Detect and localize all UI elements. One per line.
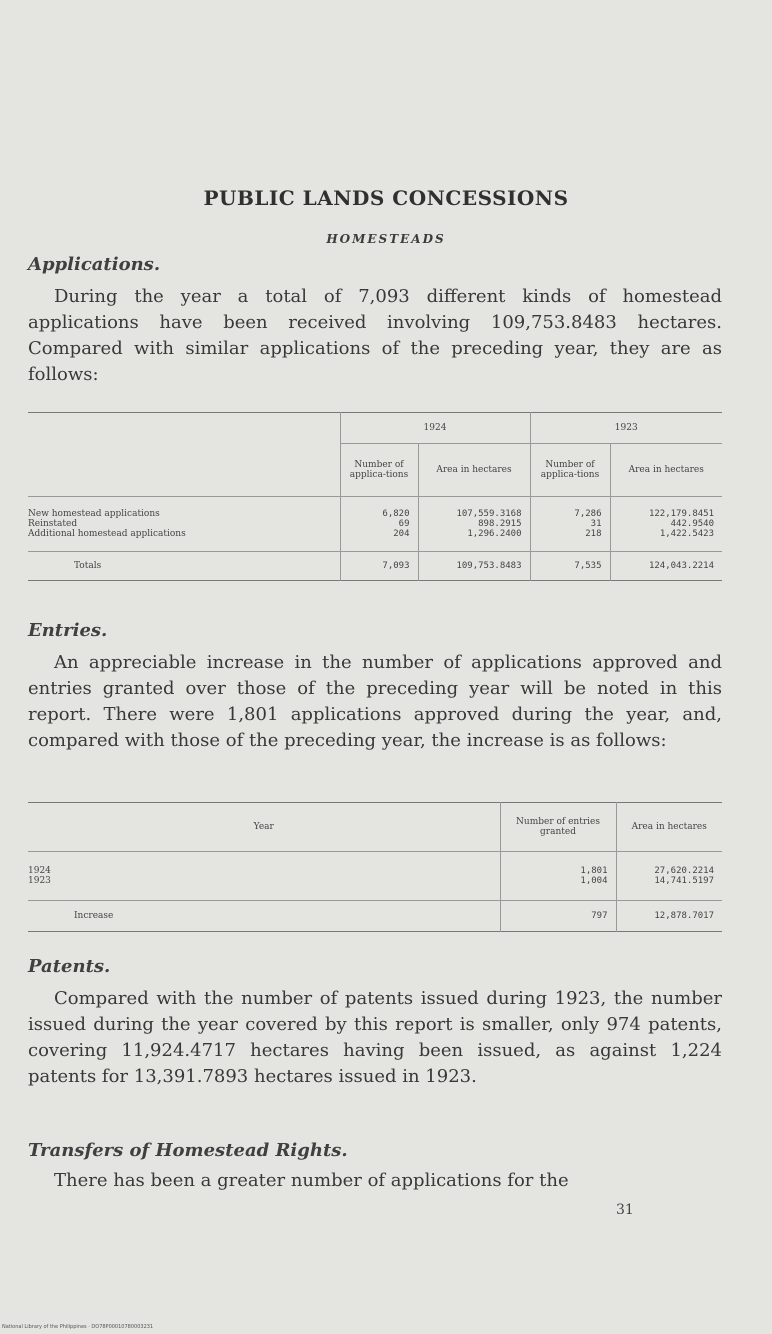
table1-total-a1923: 124,043.2214 — [610, 552, 722, 581]
table1-value: 122,179.8451 — [648, 509, 714, 519]
table1-value: 7,286 — [574, 509, 602, 519]
table1-label-new: New homestead applications — [28, 509, 160, 519]
table1-number-header-1924: Number of applica-tions — [340, 444, 418, 497]
table2-value: 1,801 — [580, 866, 608, 876]
page-title: PUBLIC LANDS CONCESSIONS — [203, 186, 569, 210]
transfers-heading: Transfers of Homestead Rights. — [28, 1140, 348, 1161]
patents-paragraph: Compared with the number of patents issued during 1923, the number issued during the year covered by this report is smaller, only 974 patents, covering 11,924.4717 hectares having been issued, as against 1,224 patents for 13,391.7893 hectares issued in 1923. — [28, 988, 722, 1087]
table1-a1923-cell — [610, 497, 722, 552]
table2-increase-entries: 797 — [500, 901, 616, 932]
applications-paragraph: During the year a total of 7,093 different kinds of homestead applications have been received involving 109,753.8483 hectares. Compared with similar applications of the preceding year, they are as follows: — [28, 286, 722, 385]
table1-label-additional: Additional homestead applications — [28, 529, 186, 539]
table1-area-header-1924: Area in hectares — [418, 444, 530, 497]
table2-year: 1924 — [28, 866, 51, 876]
table1-year-1923: 1923 — [530, 413, 722, 444]
entries-table — [28, 802, 722, 932]
table1-a1924-cell — [418, 497, 530, 552]
footer-credit: National Library of the Philippines · DO78P00010780003231 — [2, 1324, 154, 1330]
table1-value: 204 — [393, 529, 410, 539]
table2-entries-header: Number of entries granted — [500, 803, 616, 852]
table1-value: 218 — [585, 529, 602, 539]
table1-n1923-cell — [530, 497, 610, 552]
table1-value: 107,559.3168 — [456, 509, 522, 519]
table1-label-reinstated: Reinstated — [28, 519, 78, 529]
table1-value: 442.9540 — [670, 519, 714, 529]
table2-years-cell — [28, 852, 500, 901]
table2-entries-cell — [500, 852, 616, 901]
transfers-paragraph: There has been a greater number of applications for the — [54, 1170, 569, 1191]
table2-value: 1,004 — [580, 876, 608, 886]
table1-total-n1924: 7,093 — [340, 552, 418, 581]
table2-area-cell — [616, 852, 722, 901]
entries-heading: Entries. — [28, 620, 108, 641]
applications-heading: Applications. — [28, 254, 161, 275]
table1-value: 1,296.2400 — [467, 529, 522, 539]
table2-increase-area: 12,878.7017 — [616, 901, 722, 932]
table2-year-header: Year — [253, 822, 274, 832]
table1-totals-label: Totals — [74, 561, 102, 571]
table2-value: 27,620.2214 — [654, 866, 714, 876]
table1-area-header-1923: Area in hectares — [610, 444, 722, 497]
table1-number-header-1923: Number of applica-tions — [530, 444, 610, 497]
page-number: 31 — [616, 1202, 634, 1218]
table1-year-1924: 1924 — [340, 413, 530, 444]
patents-heading: Patents. — [28, 956, 111, 977]
table1-value: 6,820 — [382, 509, 410, 519]
table1-value: 1,422.5423 — [659, 529, 714, 539]
table2-year: 1923 — [28, 876, 51, 886]
table2-increase-label: Increase — [74, 911, 114, 921]
table1-value: 69 — [398, 519, 410, 529]
applications-table — [28, 412, 722, 581]
table1-value: 898.2915 — [478, 519, 522, 529]
table1-value: 31 — [590, 519, 602, 529]
table1-total-a1924: 109,753.8483 — [418, 552, 530, 581]
entries-paragraph: An appreciable increase in the number of applications approved and entries granted over those of the preceding year will be noted in this report. There were 1,801 applications approved during the year, and, compared with those of the preceding year, the increase is as follows: — [28, 652, 722, 751]
table1-total-n1923: 7,535 — [530, 552, 610, 581]
table1-stub-header — [28, 413, 340, 497]
table1-row-labels — [28, 497, 340, 552]
section-subtitle: HOMESTEADS — [326, 232, 446, 246]
table1-n1924-cell — [340, 497, 418, 552]
table2-value: 14,741.5197 — [654, 876, 714, 886]
table2-area-header: Area in hectares — [616, 803, 722, 852]
